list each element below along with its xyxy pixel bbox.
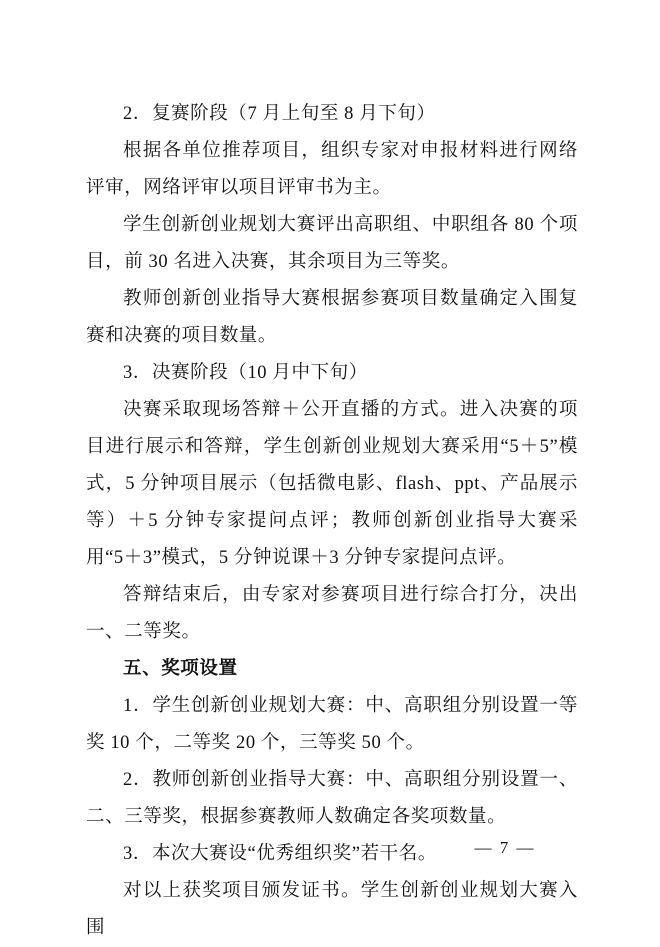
paragraph-3: 学生创新创业规划大赛评出高职组、中职组各 80 个项目，前 30 名进入决赛，其余项目为三等奖。 [86,215,578,272]
paragraph-8: 1．学生创新创业规划大赛：中、高职组分别设置一等奖 10 个，二等奖 20 个，三等奖 50 个。 [86,696,578,753]
paragraph-11: 对以上获奖项目颁发证书。学生创新创业规划大赛入围 [86,881,578,938]
page-number: — 7 — [474,838,536,857]
paragraph-6: 决赛采取现场答辩＋公开直播的方式。进入决赛的项目进行展示和答辩，学生创新创业规划大赛采用“5＋5”模式，5 分钟项目展示（包括微电影、flash、ppt、产品展示等）＋5 分钟专家提问点评；教师创新创业指导大赛采用“5＋3”模式，5 分钟说课＋3 分钟专家提问点评。 [86,400,578,568]
paragraph-5: 3．决赛阶段（10 月中下旬） [123,363,368,383]
paragraph-9: 2．教师创新创业指导大赛：中、高职组分别设置一、二、三等奖，根据参赛教师人数确定各奖项数量。 [86,770,578,827]
paragraph-2: 根据各单位推荐项目，组织专家对申报材料进行网络评审，网络评审以项目评审书为主。 [86,141,578,198]
paragraph-1: 2．复赛阶段（7 月上旬至 8 月下旬） [123,104,436,124]
section-heading-five: 五、奖项设置 [123,659,238,679]
document-body [86,96,578,947]
paragraph-10: 3．本次大赛设“优秀组织奖”若干名。 [123,844,437,864]
paragraph-7: 答辩结束后，由专家对参赛项目进行综合打分，决出一、二等奖。 [86,585,578,642]
page-footer [0,838,660,858]
paragraph-4: 教师创新创业指导大赛根据参赛项目数量确定入围复赛和决赛的项目数量。 [86,289,578,346]
